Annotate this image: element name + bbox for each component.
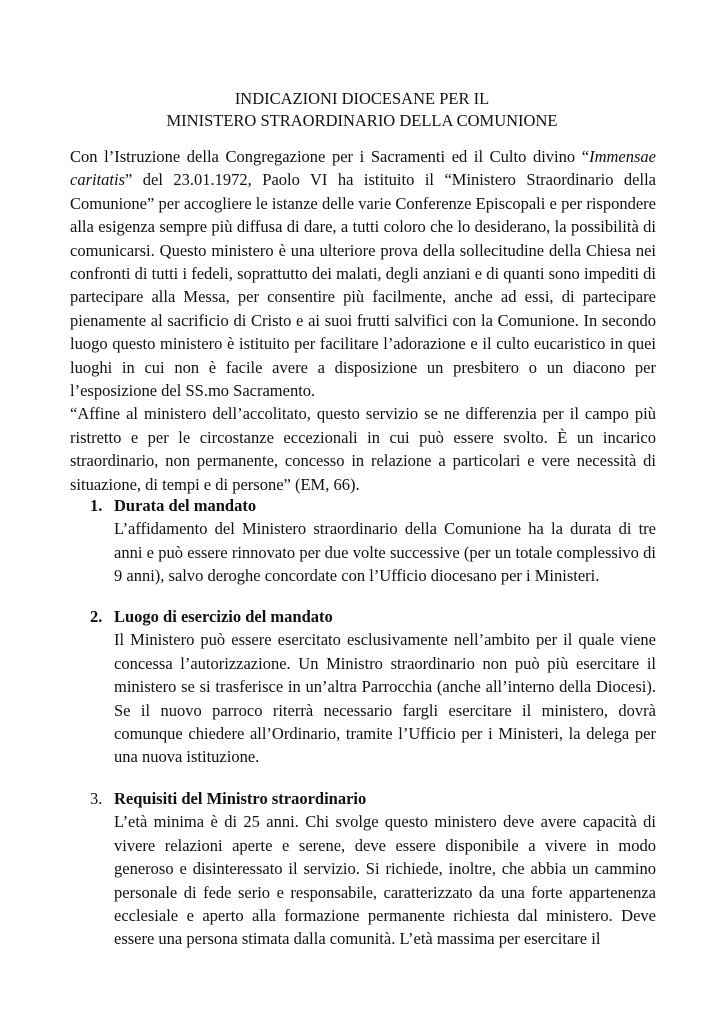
section-heading: Luogo di esercizio del mandato xyxy=(114,607,333,626)
intro-body xyxy=(70,145,656,496)
intro-paragraph xyxy=(70,145,656,402)
section-heading: Requisiti del Ministro straordinario xyxy=(114,789,367,808)
section-body: L’età minima è di 25 anni. Chi svolge questo ministero deve avere capacità di vivere relazioni aperte e serene, deve essere disponibile a vivere in modo generoso e disinteressato il servizio. Si richiede, inoltre, che abbia un cammino personale di fede serio e responsabile, caratterizzato da una forte appartenenza ecclesiale e aperto alla formazione permanente richiesta dal ministero. Deve essere una persona stimata dalla comunità. L’età massima per esercitare il xyxy=(114,812,656,949)
intro-text-part-1: Con l’Istruzione della Congregazione per i Sacramenti ed il Culto divino “ xyxy=(70,147,590,166)
section-body: L’affidamento del Ministero straordinario della Comunione ha la durata di tre anni e può essere rinnovato per due volte successive (per un totale complessivo di 9 anni), salvo deroghe concordate con l’Ufficio diocesano per i Ministeri. xyxy=(114,519,656,586)
title-line-1: INDICAZIONI DIOCESANE PER IL xyxy=(234,89,490,108)
section-number: 1. xyxy=(90,496,103,515)
section-number: 2. xyxy=(90,607,103,626)
section-heading: Durata del mandato xyxy=(114,496,257,515)
quote-paragraph: “Affine al ministero dell’accolitato, questo servizio se ne differenzia per il campo più ristretto e per le circostanze eccezionali in cui può essere svolto. È un incarico straordinario, non permanente, concesso in relazione a particolari e vere necessità di situazione, di tempi e di persone” (EM, 66). xyxy=(70,404,656,494)
intro-text-part-2: ” del 23.01.1972, Paolo VI ha istituito il “Ministero Straordinario della Comunione” per accogliere le istanze delle varie Conferenze Episcopali e per rispondere alla esigenza sempre più diffusa di dare, a tutti coloro che lo desiderano, la possibilità di comunicarsi. Questo ministero è una ulteriore prova della sollecitudine della Chiesa nei confronti di tutti i fedeli, soprattutto dei malati, degli anziani e di quanti sono impediti di partecipare alla Messa, per consentire più facilmente, anche ad essi, di partecipare pienamente al sacrificio di Cristo e ai suoi frutti salvifici con la Comunione. In secondo luogo questo ministero è istituito per facilitare l’adorazione e il culto eucaristico in quei luoghi in cui non è facile avere a disposizione un presbitero o un diacono per l’esposizione del SS.mo Sacramento. xyxy=(70,170,656,401)
intro-italic-title: Immensae caritatis xyxy=(70,147,656,190)
section-number: 3. xyxy=(90,789,103,808)
title-line-2: MINISTERO STRAORDINARIO DELLA COMUNIONE xyxy=(166,111,558,130)
section-body: Il Ministero può essere esercitato esclusivamente nell’ambito per il quale viene concessa l’autorizzazione. Un Ministro straordinario non può più esercitare il ministero se si trasferisce in un’altra Parrocchia (anche all’interno della Diocesi). Se il nuovo parroco riterrà necessario fargli esercitare il ministero, dovrà comunque chiedere all’Ordinario, tramite l’Ufficio per i Ministeri, la delega per una nuova istituzione. xyxy=(114,630,656,767)
document-title xyxy=(0,88,724,132)
